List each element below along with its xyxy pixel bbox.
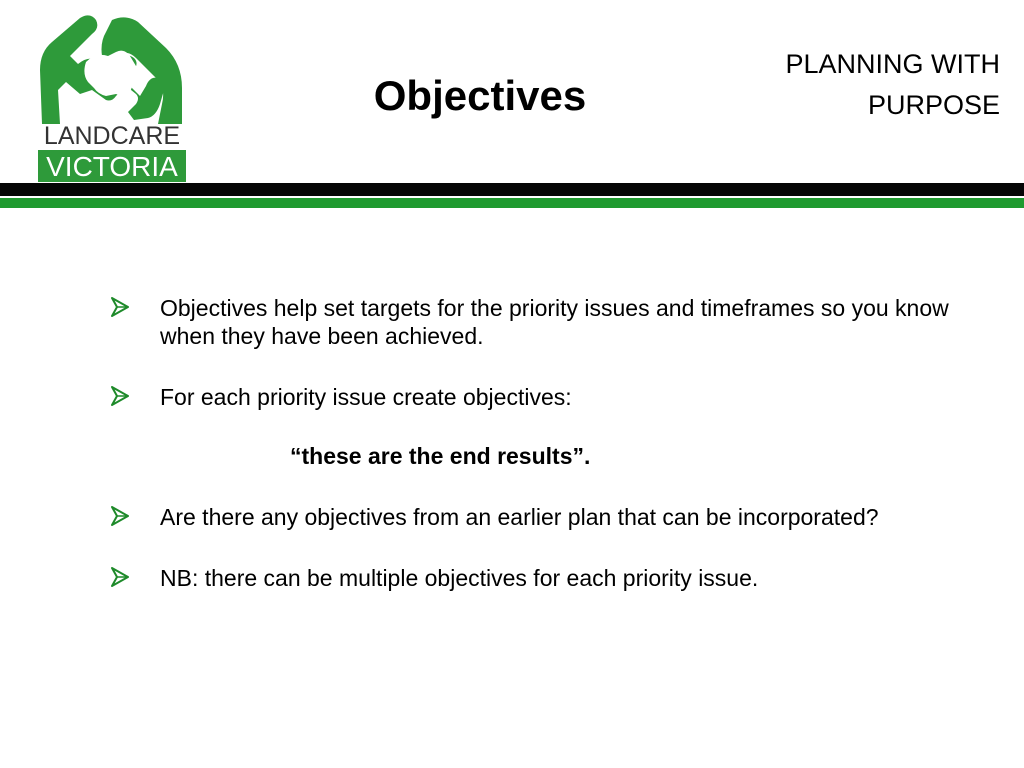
slide-body (110, 294, 1000, 625)
bullet-item (110, 503, 1000, 531)
header-divider-green (0, 198, 1024, 208)
bullet-item (110, 294, 1000, 350)
quote-text: “these are the end results”. (290, 443, 591, 469)
header-tagline-line2: PURPOSE (867, 90, 1000, 120)
hands-australia-logo-icon (36, 12, 188, 184)
bullet-item (110, 383, 1000, 411)
header-divider-black (0, 183, 1024, 196)
bullet-text: Are there any objectives from an earlier plan that can be incorporated? (160, 504, 879, 530)
header-tagline-line1: PLANNING WITH (785, 49, 1000, 79)
bullet-item (110, 564, 1000, 592)
bullet-text: For each priority issue create objectives: (160, 384, 572, 410)
arrow-bullet-icon (110, 295, 132, 319)
svg-text:VICTORIA: VICTORIA (46, 151, 178, 182)
bullet-text: Objectives help set targets for the priority issues and timeframes so you know when they have been achieved. (160, 295, 949, 349)
header-tagline (785, 44, 1000, 126)
arrow-bullet-icon (110, 565, 132, 589)
slide-title: Objectives (373, 72, 587, 119)
landcare-victoria-logo (36, 12, 188, 184)
svg-text:LANDCARE: LANDCARE (43, 122, 181, 150)
bullet-text: NB: there can be multiple objectives for each priority issue. (160, 565, 759, 591)
arrow-bullet-icon (110, 384, 132, 408)
arrow-bullet-icon (110, 504, 132, 528)
